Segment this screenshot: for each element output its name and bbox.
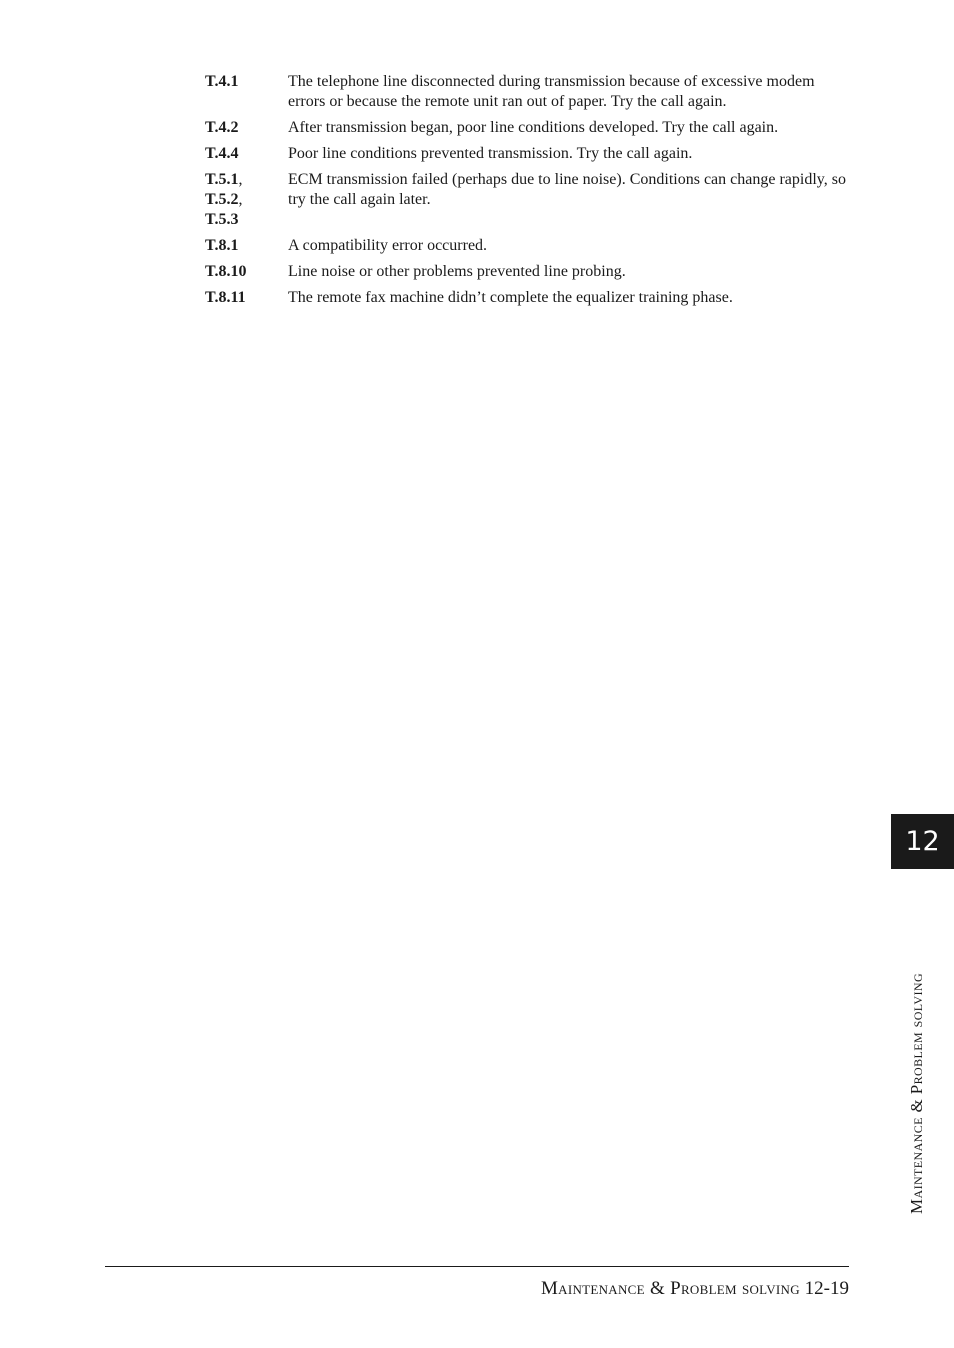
error-code-separator: , [238,171,243,188]
error-code-separator: , [238,191,243,208]
error-code-line [205,288,288,308]
error-code-line [205,236,288,256]
error-description: A compatibility error occurred. [288,237,488,254]
chapter-tab [891,814,954,869]
chapter-number: 12 [905,826,940,857]
error-description: Line noise or other problems prevented line probing. [288,263,626,280]
error-code-label: T.4.4 [205,145,239,162]
error-code-row [205,72,850,112]
error-code [205,170,288,230]
error-code-line [205,144,288,164]
error-description: After transmission began, poor line conditions developed. Try the call again. [288,119,779,136]
error-code-label: T.8.1 [205,237,239,254]
error-code-list [205,72,850,314]
error-code-line [205,118,288,138]
error-code-label: T.5.2 [205,191,239,208]
chapter-side-title: Maintenance & Problem solving [907,972,926,1214]
error-code [205,144,288,164]
error-code-label: T.8.11 [205,289,246,306]
error-code [205,72,288,112]
error-description: The telephone line disconnected during transmission because of excessive modem errors or because the remote unit ran out of paper. Try the call again. [288,73,815,110]
error-code-label: T.5.1 [205,171,239,188]
error-code-row [205,236,850,256]
error-code [205,118,288,138]
error-code-label: T.4.1 [205,73,239,90]
error-code-line [205,262,288,282]
error-code-row [205,170,850,230]
error-description: The remote fax machine didn’t complete the equalizer training phase. [288,289,733,306]
footer-divider [105,1266,849,1267]
error-code [205,288,288,308]
error-code-line [205,210,288,230]
footer-title: Maintenance & Problem solving [540,1278,800,1299]
page-footer [541,1278,849,1300]
error-code-line [205,190,288,210]
error-code [205,262,288,282]
error-code-line [205,170,288,190]
error-code-row [205,144,850,164]
error-code-label: T.4.2 [205,119,239,136]
error-code-line [205,72,288,92]
error-description: Poor line conditions prevented transmission. Try the call again. [288,145,693,162]
error-code-row [205,288,850,308]
error-description: ECM transmission failed (perhaps due to line noise). Conditions can change rapidly, so try the call again later. [288,171,846,208]
error-code-label: T.5.3 [205,211,239,228]
error-code-row [205,262,850,282]
error-code-row [205,118,850,138]
error-code [205,236,288,256]
footer-page-number: 12-19 [804,1278,849,1299]
error-code-label: T.8.10 [205,263,247,280]
